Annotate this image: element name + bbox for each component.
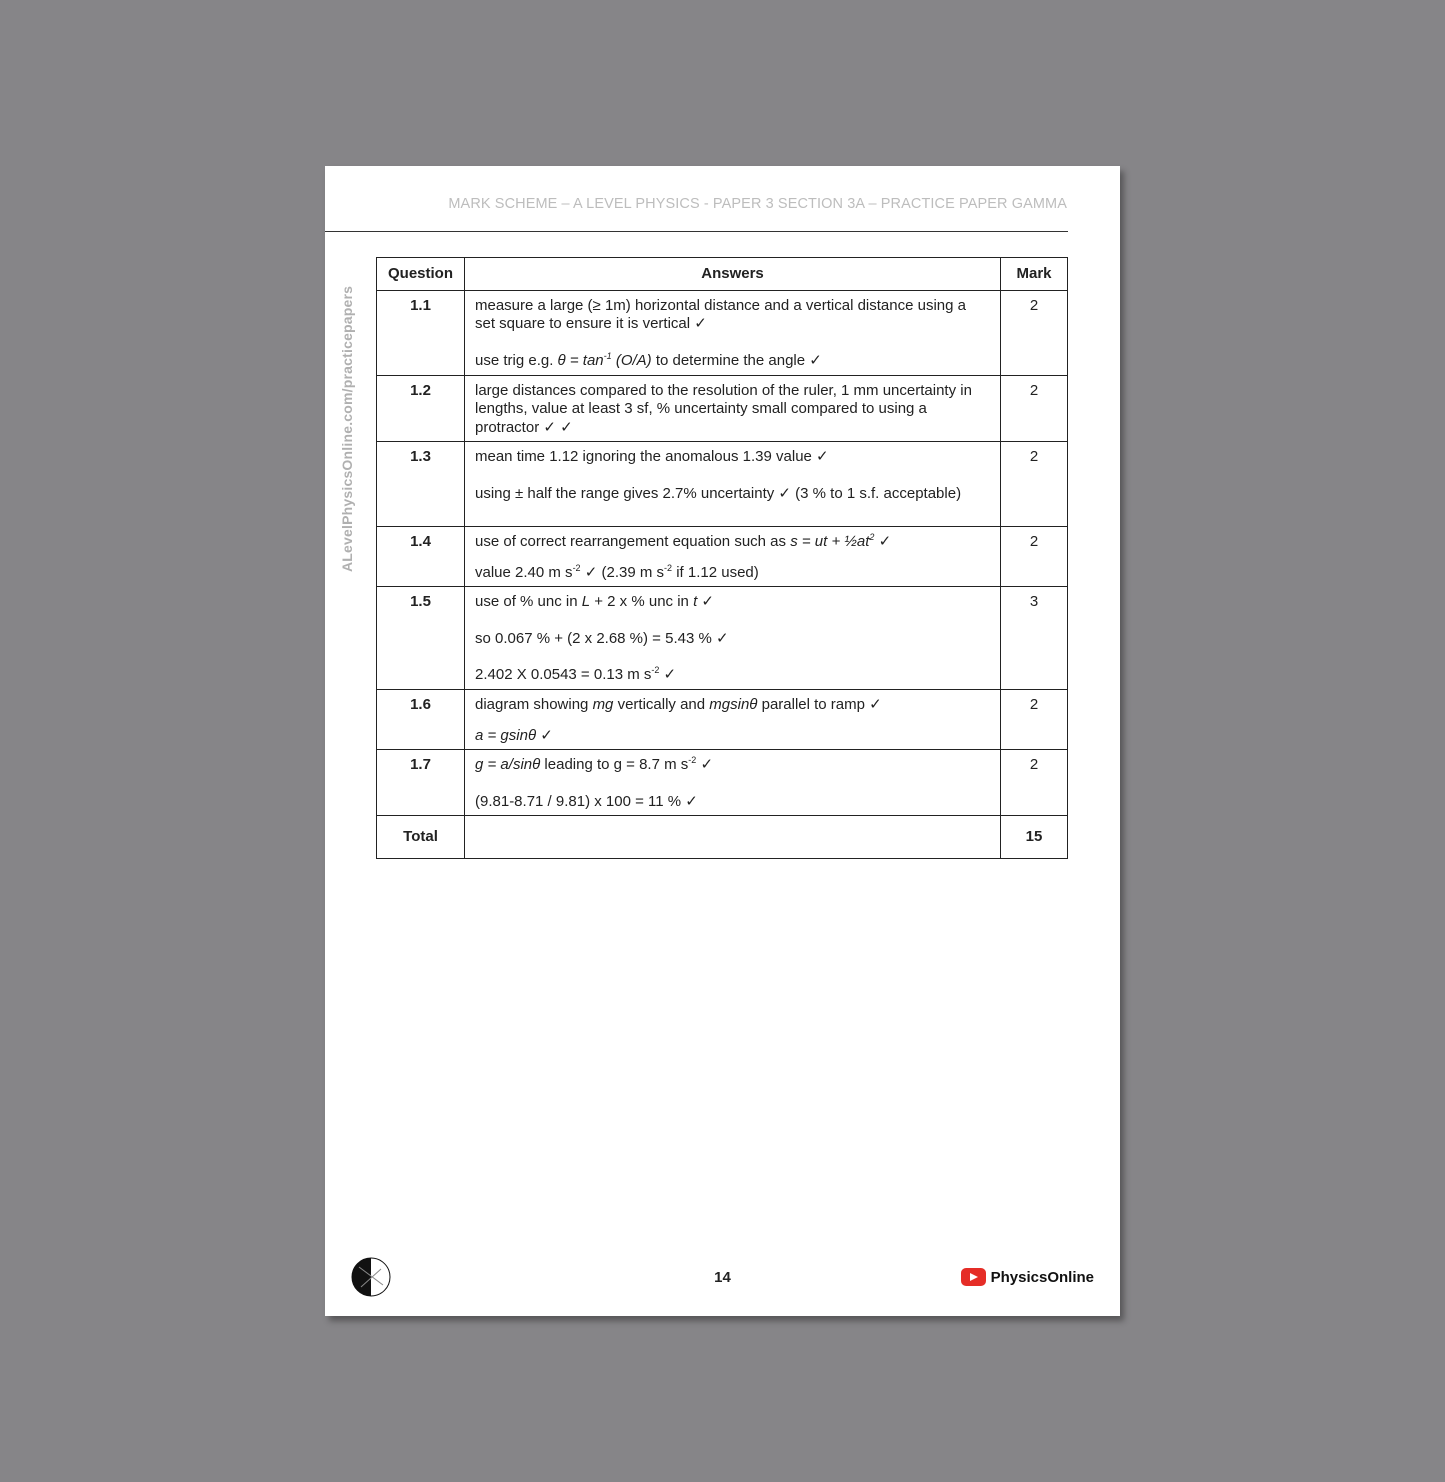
brand-name: PhysicsOnline [990,1268,1094,1286]
mark-scheme-table [376,257,1068,859]
page-header-title: MARK SCHEME – A LEVEL PHYSICS - PAPER 3 SECTION 3A – PRACTICE PAPER GAMMA [448,196,1067,212]
answer-line: (9.81-8.71 / 9.81) x 100 = 11 % ✓ [475,792,698,810]
answer-text: use of % unc in [475,593,582,610]
answer-math: a = gsinθ [475,726,537,744]
superscript: -2 [651,665,660,675]
question-number: 1.2 [377,375,465,442]
column-header-mark: Mark [1001,258,1068,291]
answer-text: value 2.40 m s [475,563,573,581]
answer-text: ✓ [536,726,553,744]
answer-line [475,533,990,552]
brand-logo [961,1268,1094,1286]
page-number: 14 [714,1269,731,1286]
document-page [325,166,1120,1316]
mark-value: 2 [1001,527,1068,587]
answer-text: ✓ [874,533,892,550]
answer-text: parallel to ramp ✓ [757,696,882,713]
mark-value: 2 [1001,442,1068,527]
total-row [377,816,1068,859]
answer-math: t [693,593,698,610]
superscript: 2 [869,532,875,542]
answer-line [475,727,990,746]
answer-text: diagram showing [475,696,593,713]
question-number: 1.3 [377,442,465,527]
answer-line [475,756,990,775]
answer-text: 2.402 X 0.0543 = 0.13 m s [475,666,652,683]
answer-text: ✓ [696,756,714,773]
question-number: 1.5 [377,587,465,690]
answer-text: leading to g = 8.7 m s [540,756,689,773]
superscript: -2 [572,562,581,573]
answer-math: s = ut + ½at [790,533,870,550]
answer-text: ✓ [697,593,714,610]
answer-math: mg [592,696,614,713]
answer-text: vertically and [613,696,710,713]
superscript: -2 [688,755,697,765]
answer-math: g = a/sinθ [475,756,541,773]
total-value: 15 [1001,816,1068,859]
question-number: 1.7 [377,750,465,816]
answer-text: if 1.12 used) [672,563,759,581]
answer-line [475,666,990,685]
side-watermark-url: ALevelPhysicsOnline.com/practicepapers [339,285,355,572]
answer-text: + 2 x % unc in [590,593,694,610]
total-empty-cell [465,816,1001,859]
answer-line: using ± half the range gives 2.7% uncertainty ✓ (3 % to 1 s.f. acceptable) [475,484,962,502]
table-row [377,690,1068,750]
answer-line: measure a large (≥ 1m) horizontal distance and a vertical distance using a set square to ensure it is vertical ✓ [475,296,966,332]
answer-math: L [581,593,591,610]
header-divider [325,231,1068,232]
table-row [377,527,1068,587]
question-number: 1.4 [377,527,465,587]
superscript: -2 [664,562,673,573]
total-label: Total [377,816,465,859]
answer-cell [465,442,1001,527]
answer-text: to determine the angle ✓ [651,351,822,369]
mark-value: 3 [1001,587,1068,690]
superscript: -1 [603,350,612,361]
answer-text: ✓ [659,666,677,683]
answer-cell [465,290,1001,375]
answer-cell [465,527,1001,587]
column-header-answers: Answers [465,258,1001,291]
mark-value: 2 [1001,375,1068,442]
answer-cell [465,750,1001,816]
question-number: 1.1 [377,290,465,375]
answer-line: so 0.067 % + (2 x 2.68 %) = 5.43 % ✓ [475,629,729,647]
table-row [377,750,1068,816]
answer-line: large distances compared to the resolution of the ruler, 1 mm uncertainty in lengths, value at least 3 sf, % uncertainty small compared to using a protractor ✓ ✓ [475,381,972,436]
answer-line [475,593,990,612]
answer-line [475,696,990,715]
answer-cell [465,587,1001,690]
table-row [377,442,1068,527]
answer-cell [465,375,1001,442]
answer-line [475,352,990,371]
table-header-row [377,258,1068,291]
answer-math: (O/A) [611,351,652,369]
answer-line: mean time 1.12 ignoring the anomalous 1.39 value ✓ [475,448,829,465]
mark-value: 2 [1001,690,1068,750]
answer-cell [465,690,1001,750]
answer-text: use of correct rearrangement equation such as [475,533,791,550]
mark-value: 2 [1001,290,1068,375]
answer-line [475,564,990,583]
answer-text: use trig e.g. [475,351,558,369]
answer-math: mgsinθ [709,696,758,713]
youtube-play-icon [961,1268,986,1286]
table-row [377,375,1068,442]
table-row [377,290,1068,375]
mark-value: 2 [1001,750,1068,816]
question-number: 1.6 [377,690,465,750]
column-header-question: Question [377,258,465,291]
answer-math: θ = tan [557,351,604,369]
answer-text: ✓ (2.39 m s [580,563,665,581]
table-row [377,587,1068,690]
